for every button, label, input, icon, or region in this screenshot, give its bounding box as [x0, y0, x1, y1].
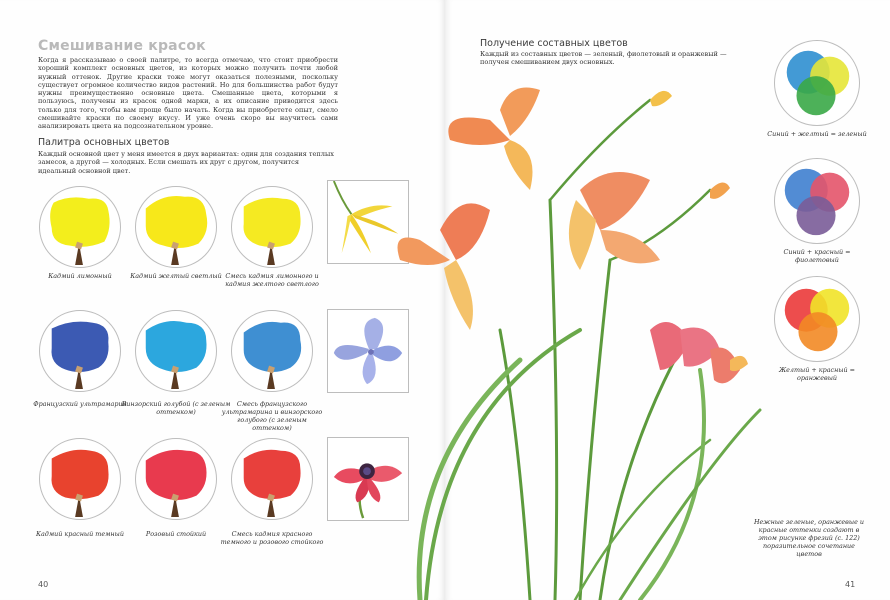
- swatch-label: Французский ультрамарин: [33, 400, 127, 408]
- swatch-label: Винзорский голубой (с зеленым оттенком): [121, 400, 231, 416]
- paint-swatch-icon: [136, 439, 216, 519]
- paint-swatch-icon: [136, 187, 216, 267]
- illustration-note: Нежные зеленые, оранжевые и красные оттенки создают в этом рисунке фрезий (с. 122) поразительное сочетание цветов: [753, 518, 865, 558]
- color-mix-icon: [775, 277, 859, 361]
- coral-flower: [398, 203, 491, 330]
- swatch-label: Кадмий лимонный: [48, 272, 112, 280]
- swatch-label: Смесь кадмия лимонного и кадмия желтого светлого: [225, 272, 319, 288]
- orange-flower: [448, 88, 540, 191]
- swatch-label: Кадмий красный темный: [36, 530, 124, 538]
- swatch-label: Кадмий желтый светлый: [130, 272, 222, 280]
- mix-label: Синий + красный = фиолетовый: [783, 248, 851, 264]
- pink-flower: [650, 322, 740, 383]
- section-title-composite-colors: Получение составных цветов: [480, 38, 628, 49]
- section-title-primary-palette: Палитра основных цветов: [38, 137, 170, 148]
- swatch-red-mix: [231, 438, 313, 520]
- paint-swatch-icon: [40, 311, 120, 391]
- page-number-right: 41: [845, 580, 856, 589]
- mix-circle-orange: [774, 276, 860, 362]
- paint-swatch-icon: [40, 439, 120, 519]
- swatch-label: Розовый стойкий: [145, 530, 207, 538]
- peach-flower: [569, 172, 660, 270]
- page-title: Смешивание красок: [38, 38, 206, 54]
- swatch-label: Смесь кадмия красного темного и розового стойкого: [220, 530, 324, 546]
- color-mix-icon: [775, 41, 859, 125]
- mix-label: Синий + желтый = зеленый: [767, 130, 867, 138]
- swatch-label: Смесь французского ультрамарина и винзорского голубого (с зеленым оттенком): [221, 400, 323, 432]
- section-intro-primary-palette: Каждый основной цвет у меня имеется в двух вариантах: один для создания теплых замесов, а другой — холодных. Если смешать их друг с другом, получится идеальный основной цвет.: [38, 150, 334, 175]
- swatch-winsor-blue: [135, 310, 217, 392]
- color-mix-icon: [775, 159, 859, 243]
- mix-circle-green: [774, 40, 860, 126]
- swatch-yellow-mix: [231, 186, 313, 268]
- swatch-cadmium-red-deep: [39, 438, 121, 520]
- paint-swatch-icon: [232, 311, 312, 391]
- swatch-cadmium-lemon: [39, 186, 121, 268]
- paint-swatch-icon: [232, 439, 312, 519]
- freesia-illustration: [380, 80, 770, 600]
- swatch-blue-mix: [231, 310, 313, 392]
- intro-paragraph: Когда я рассказываю о своей палитре, то всегда отмечаю, что стоит приобрести хороший комплект основных цветов, из которых можно получить почти любой нужный оттенок. Другие краски тоже могут оказаться полезными, поскольку существует огромное количество видов растений. Но для большинства работ будут нужны преимущественно основные цвета. Смешанные цвета, которыми я пользуюсь, получены из красок одной марки, а их описание приводится здесь только для того, чтобы вам проще было начать. Когда вы приобретете опыт, смело смешивайте краски по своему вкусу. И уже очень скоро вы научитесь сами анализировать цвета на подсознательном уровне.: [38, 56, 338, 131]
- mix-circle-violet: [774, 158, 860, 244]
- swatch-permanent-rose: [135, 438, 217, 520]
- mix-label: Желтый + красный = оранжевый: [778, 366, 856, 382]
- paint-swatch-icon: [136, 311, 216, 391]
- swatch-cadmium-yellow-light: [135, 186, 217, 268]
- swatch-french-ultramarine: [39, 310, 121, 392]
- section-intro-composite-colors: Каждый из составных цветов — зеленый, фиолетовый и оранжевый — получен смешиванием двух основных.: [480, 50, 727, 67]
- page-number-left: 40: [38, 580, 49, 589]
- paint-swatch-icon: [232, 187, 312, 267]
- paint-swatch-icon: [40, 187, 120, 267]
